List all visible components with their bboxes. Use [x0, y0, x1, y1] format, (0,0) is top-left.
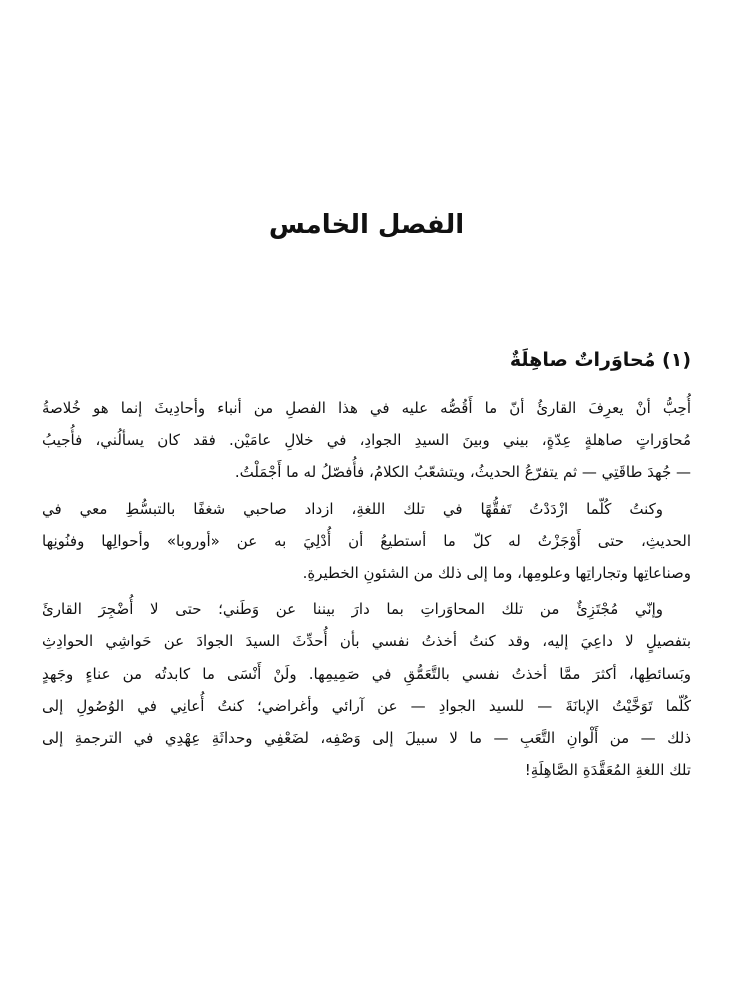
- text-line: الحديثِ، حتى أَوْجَزْتُ له كلّ ما أستطيعُ أن أُدْلِيَ به عن «أوروبا» وأحوالِها وفنُونِها: [42, 531, 691, 550]
- text-line: وصناعاتِها وتجاراتِها وعلومِها، وما إلى ذلك من الشئونِ الخطيرةِ.: [302, 563, 691, 582]
- text-line: مُحاوَراتٍ صاهلةٍ عِدّةٍ، بيني وبينَ السيدِ الجوادِ، في خلالِ عامَيْن. فقد كان يسألُني، فأُجيبُ: [42, 431, 691, 450]
- text-line: كُلّما تَوَخَّيْتُ الإبانَةَ — للسيد الجوادِ — عن آرائي وأغراضي؛ كنتُ أُعانِي في الوُصُولِ إلى: [42, 696, 691, 715]
- text-line: بتفصيلٍ لا داعِيَ إليه، وقد كنتُ أخذتُ نفسي بأن أُحدِّثَ السيدَ الجوادَ عن حَواشِي الحوادِثِ: [42, 632, 691, 651]
- chapter-title: الفصل الخامس: [268, 210, 465, 240]
- body-text: [42, 392, 691, 786]
- text-line: أُحِبُّ أنْ يعرِفَ القارئُ أنّ ما أَقُصُّه عليه في هذا الفصلِ من أنباء وأحادِيثَ إنما هو خُلاصةُ: [42, 399, 691, 417]
- text-line: — جُهدَ طاقَتِي — ثم يتفرّعُ الحديثُ، ويتشعّبُ الكلامُ، فأُفصّلُ له ما أَجْمَلْتُ.: [234, 463, 691, 482]
- section-heading: (١) مُحاوَراتٌ صاهِلَةٌ: [509, 349, 691, 371]
- paragraph-2: [42, 493, 691, 590]
- paragraph-1: [42, 392, 691, 489]
- text-line: وكنتُ كُلّما ازْدَدْتُ تَفقُّهًا في تلك اللغةِ، ازداد صاحبي شغفًا بالتبسُّطِ معي في: [42, 499, 663, 518]
- text-line: وإنّي مُجْتَزِئٌ من تلك المحاوَراتِ بما دارَ بيننا عن وَطَني؛ حتى لا أُضْجِرَ القارئَ: [42, 600, 663, 619]
- text-line: تلك اللغةِ المُعَقَّدَةِ الصَّاهِلَةِ!: [524, 761, 691, 780]
- text-line: وبَسائطِها، أكثرَ ممَّا أخذتُ نفسي بالتَّعَمُّقِ في صَمِيمِها. ولَنْ أَنْسَى ما كابدتُه من عناءٍ وجَهدٍ: [42, 664, 691, 683]
- paragraph-3: [42, 593, 691, 786]
- text-line: ذلك — من أَلْوانِ التَّعَبِ — ما لا سبيلَ إلى وَصْفِه، لضَعْفِي وحداثَةِ عِهْدِي في الترجمةِ إلى: [42, 728, 691, 747]
